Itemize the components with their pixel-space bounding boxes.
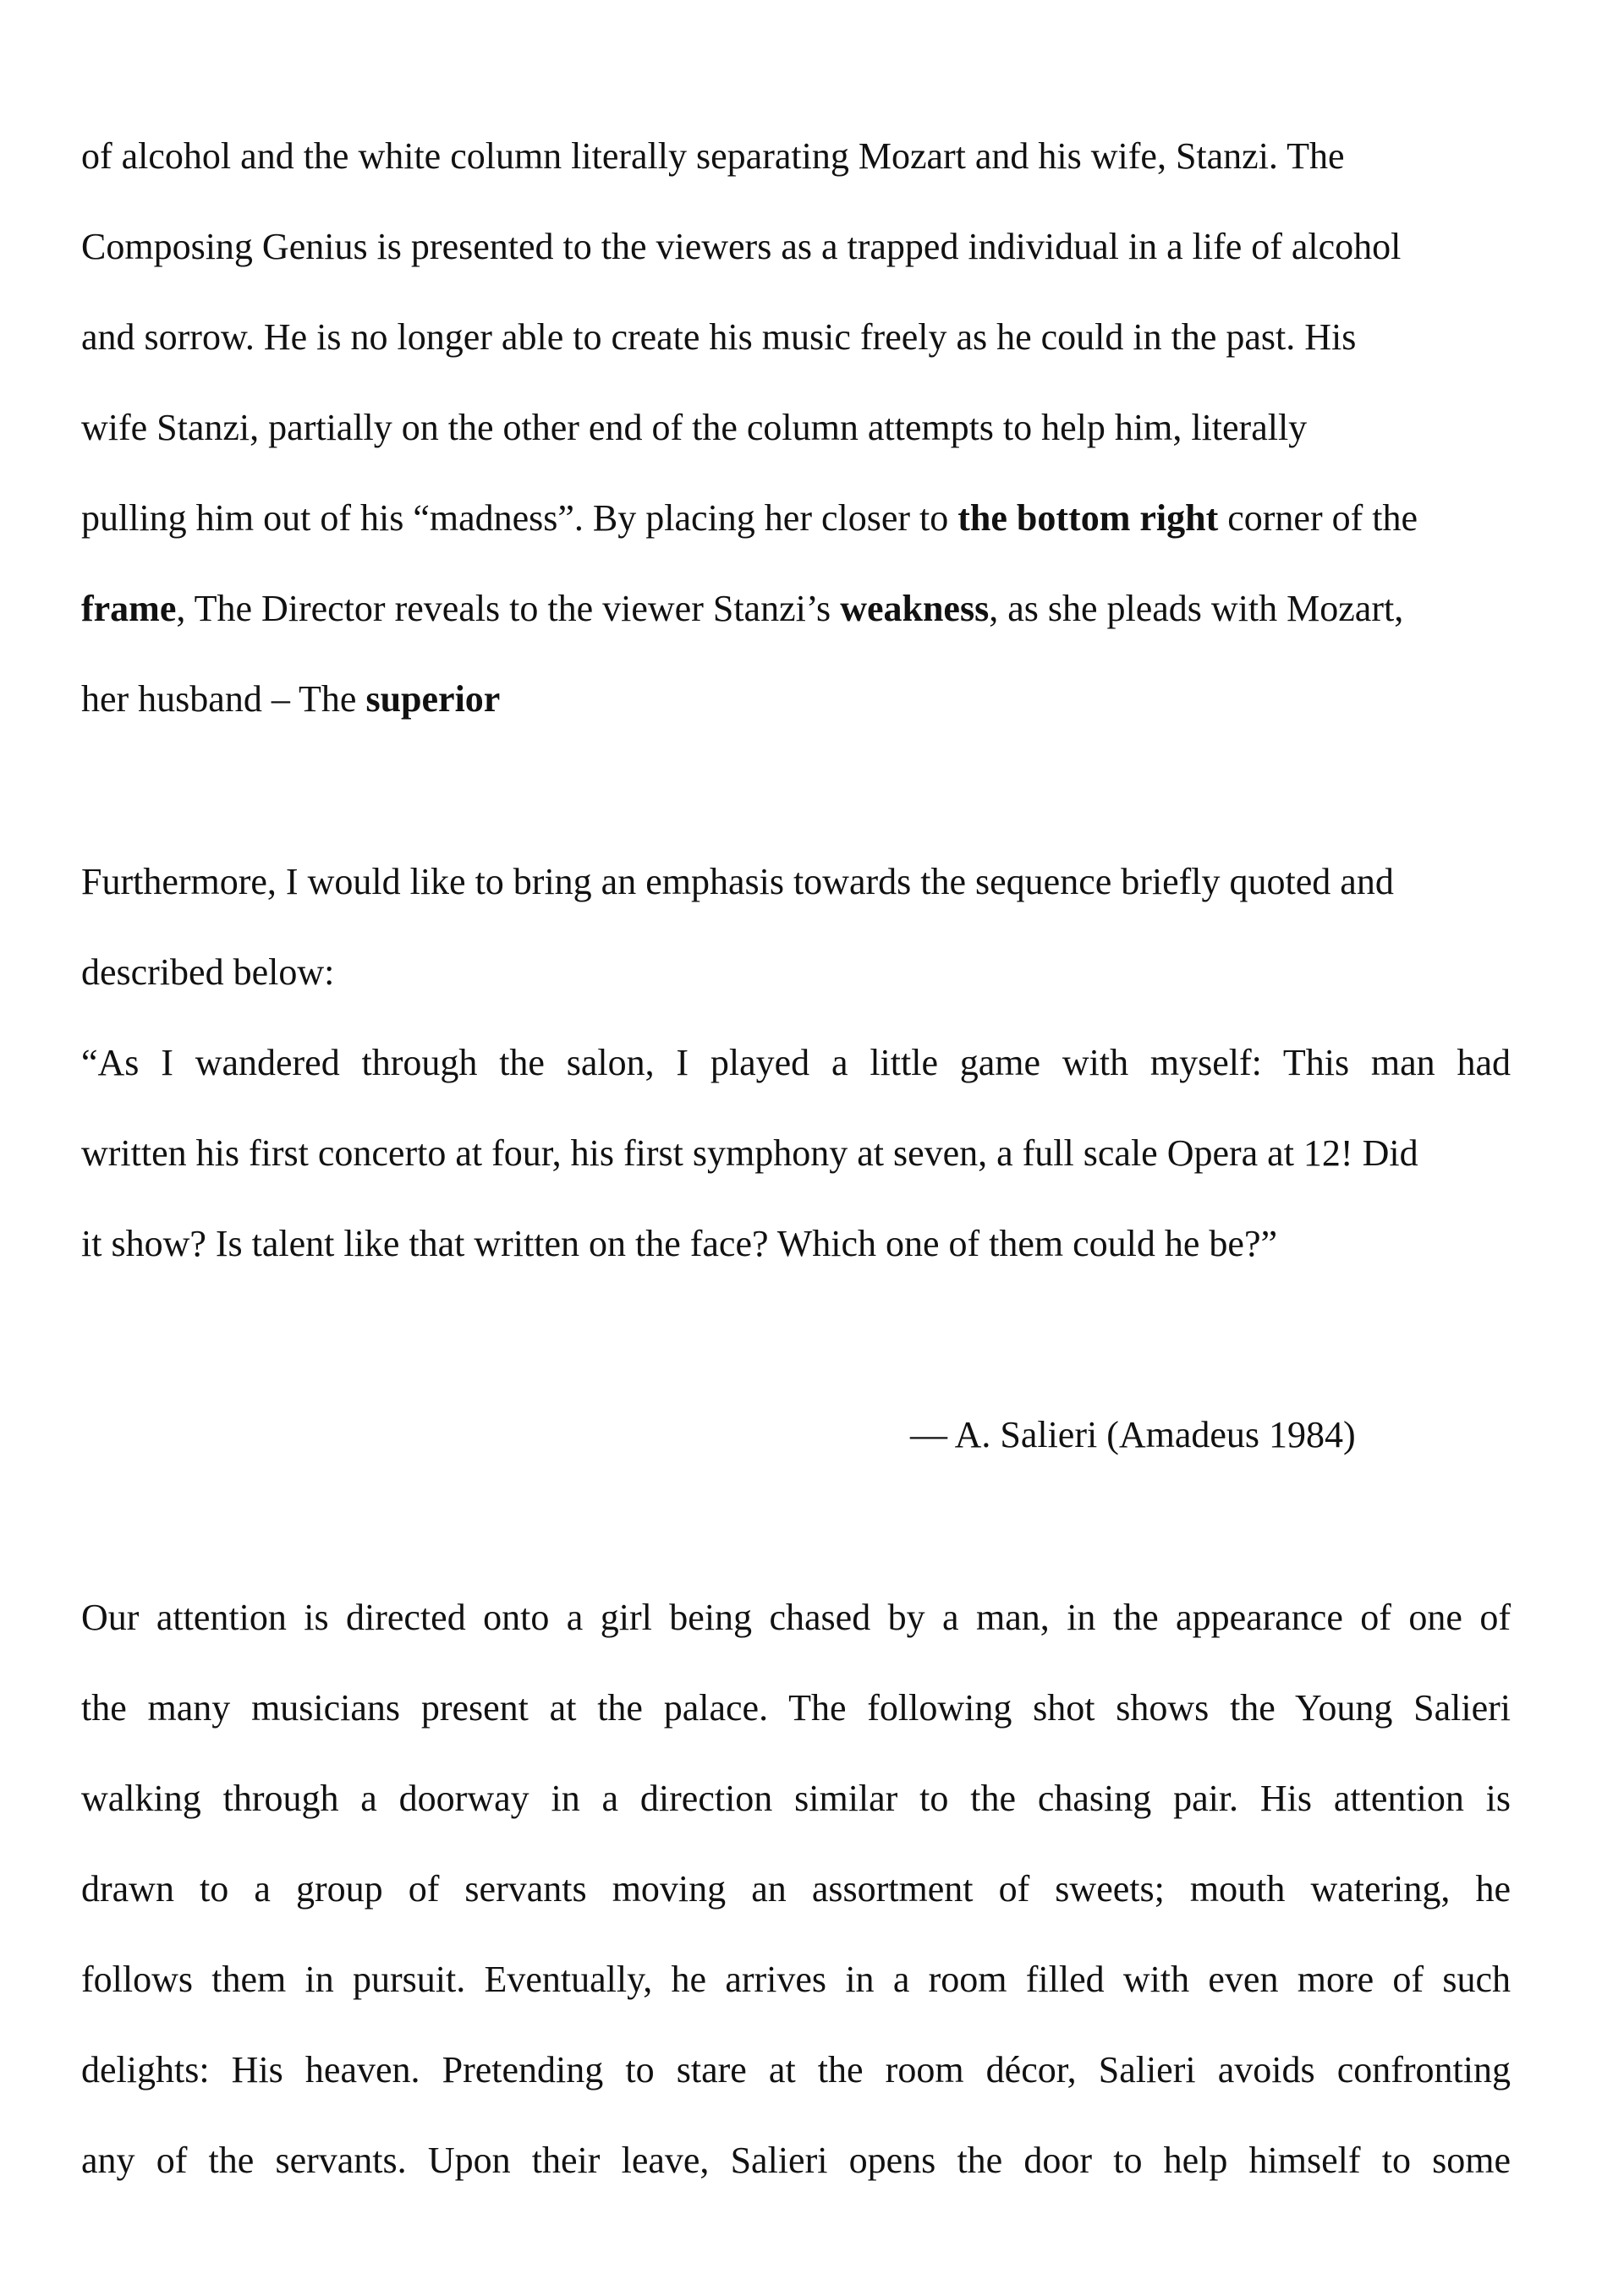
paragraph-line: described below: (81, 951, 335, 993)
paragraph-line: of alcohol and the white column literally separating Mozart and his wife, Stanzi. The (81, 135, 1345, 177)
quote-attribution: — A. Salieri (Amadeus 1984) (910, 1414, 1356, 1455)
paragraph-line: delights: His heaven. Pretending to stare at the room décor, Salieri avoids confronting (81, 2049, 1511, 2091)
text-run: , The Director reveals to the viewer Stanzi’s (176, 588, 841, 629)
quote-line: “As I wandered through the salon, I played a little game with myself: This man had (81, 1042, 1511, 1083)
bold-text: weakness (840, 588, 990, 629)
text-run: , as she pleads with Mozart, (989, 588, 1404, 629)
bold-text: superior (365, 678, 501, 720)
paragraph-line: drawn to a group of servants moving an assortment of sweets; mouth watering, he (81, 1868, 1511, 1910)
paragraph-line: Composing Genius is presented to the viewers as a trapped individual in a life of alcohol (81, 226, 1402, 267)
quote-line: it show? Is talent like that written on the face? Which one of them could he be?” (81, 1223, 1278, 1264)
paragraph-line (81, 674, 1511, 725)
paragraph-line (81, 493, 1511, 544)
paragraph-line: any of the servants. Upon their leave, Salieri opens the door to help himself to some (81, 2140, 1511, 2181)
paragraph-line: and sorrow. He is no longer able to create his music freely as he could in the past. His (81, 316, 1357, 358)
paragraph-line (81, 584, 1511, 634)
paragraph-line: wife Stanzi, partially on the other end of the column attempts to help him, literally (81, 407, 1308, 448)
paragraph-line: the many musicians present at the palace. The following shot shows the Young Salieri (81, 1687, 1511, 1729)
paragraph-line: Our attention is directed onto a girl being chased by a man, in the appearance of one of (81, 1597, 1511, 1638)
text-run: pulling him out of his “madness”. By placing her closer to (81, 497, 958, 539)
paragraph-line: follows them in pursuit. Eventually, he arrives in a room filled with even more of such (81, 1959, 1511, 2000)
paragraph-line: walking through a doorway in a direction similar to the chasing pair. His attention is (81, 1778, 1511, 1819)
quote-line: written his first concerto at four, his first symphony at seven, a full scale Opera at 12! Did (81, 1132, 1418, 1174)
text-run: corner of the (1218, 497, 1418, 539)
bold-text: the bottom right (957, 497, 1219, 539)
paragraph-line: Furthermore, I would like to bring an emphasis towards the sequence briefly quoted and (81, 861, 1394, 902)
bold-text: frame (81, 588, 177, 629)
text-run: her husband – The (81, 678, 366, 720)
